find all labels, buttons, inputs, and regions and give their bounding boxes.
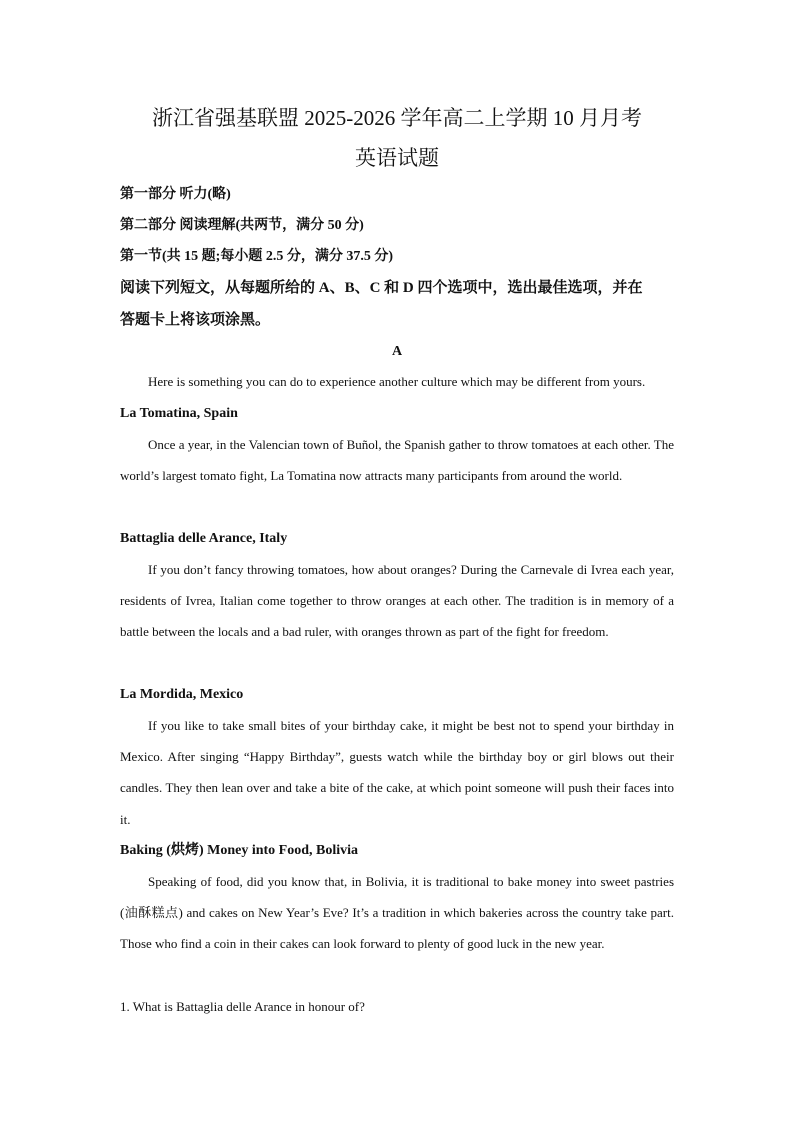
instruction-line-1: 阅读下列短文，从每题所给的 A、B、C 和 D 四个选项中，选出最佳选项，并在 (120, 280, 643, 296)
passage-label: A (391, 344, 403, 359)
part-two-heading: 第二部分 阅读理解(共两节，满分 50 分) (120, 218, 364, 233)
passage-intro: Here is something you can do to experience another culture which may be different from yours. (148, 374, 646, 389)
item-text-mordida: If you like to take small bites of your birthday cake, it might be best not to spend your birthday in Mexico. After singing “Happy Birthday”, guests watch while the birthday boy or girl blows out their candles. They then lean over and take a bite of the cake, at which point someone will push their faces into it. (120, 718, 674, 827)
item-heading-mordida: La Mordida, Mexico (120, 687, 244, 702)
part-one-heading: 第一部分 听力(略) (120, 187, 231, 202)
exam-title: 浙江省强基联盟 2025-2026 学年高二上学期 10 月月考 (152, 106, 642, 130)
instruction-line-2: 答题卡上将该项涂黑。 (120, 312, 271, 328)
exam-subtitle: 英语试题 (355, 146, 439, 170)
item-text-tomatina: Once a year, in the Valencian town of Buñol, the Spanish gather to throw tomatoes at each other. The world’s largest tomato fight, La Tomatina now attracts many participants from around the world. (120, 437, 674, 484)
item-heading-tomatina: La Tomatina, Spain (120, 406, 238, 421)
item-text-battaglia: If you don’t fancy throwing tomatoes, how about oranges? During the Carnevale di Ivrea each year, residents of Ivrea, Italian come together to throw oranges at each other. The tradition is in memory of a battle between the locals and a bad ruler, with oranges thrown as part of the fight for freedom. (120, 562, 674, 640)
item-heading-battaglia: Battaglia delle Arance, Italy (120, 531, 288, 546)
section-one-heading: 第一节(共 15 题;每小题 2.5 分，满分 37.5 分) (120, 249, 393, 264)
question-1: 1. What is Battaglia delle Arance in honour of? (120, 999, 365, 1014)
item-heading-bolivia: Baking (烘烤) Money into Food, Bolivia (120, 843, 359, 858)
item-text-bolivia: Speaking of food, did you know that, in Bolivia, it is traditional to bake money into sweet pastries (油酥糕点) and cakes on New Year’s Eve? It’s a tradition in which bakeries across the country take part. Those who find a coin in their cakes can look forward to plenty of good luck in the new year. (120, 874, 674, 952)
